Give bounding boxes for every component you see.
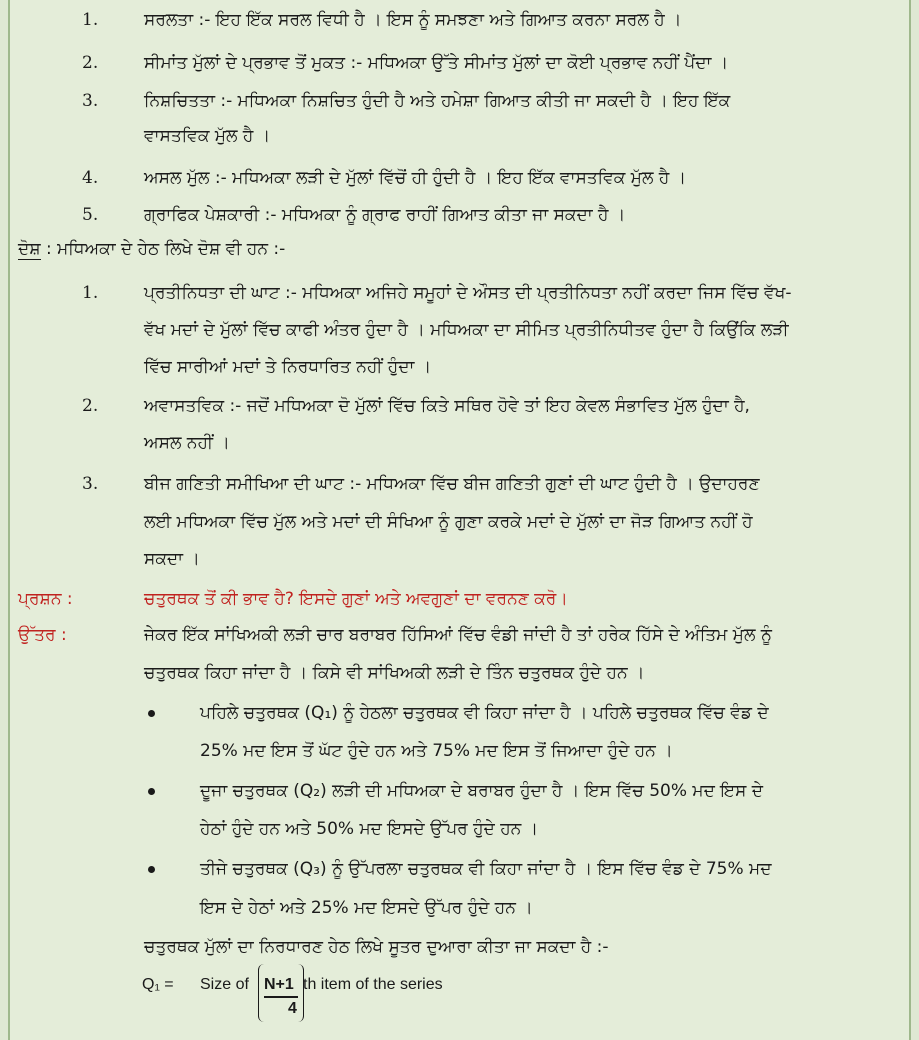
merit-number: 2. bbox=[82, 53, 99, 73]
demerit-line: ਪ੍ਰਤੀਨਿਧਤਾ ਦੀ ਘਾਟ :- ਮਧਿਅਕਾ ਅਜਿਹੇ ਸਮੂਹਾਂ ਦੇ ਔਸਤ ਦੀ ਪ੍ਰਤੀਨਿਧਤਾ ਨਹੀਂ ਕਰਦਾ ਜਿਸ ਵਿੱਚ ਵੱਖ- bbox=[144, 283, 792, 303]
demerits-heading-text: : ਮਧਿਅਕਾ ਦੇ ਹੇਠ ਲਿਖੇ ਦੋਸ਼ ਵੀ ਹਨ :- bbox=[40, 239, 286, 259]
demerit-line: ਸਕਦਾ । bbox=[144, 549, 200, 569]
bullet-line: 25% ਮਦ ਇਸ ਤੋਂ ਘੱਟ ਹੁੰਦੇ ਹਨ ਅਤੇ 75% ਮਦ ਇਸ ਤੋਂ ਜਿਆਦਾ ਹੁੰਦੇ ਹਨ । bbox=[200, 741, 673, 761]
merit-line: ਅਸਲ ਮੁੱਲ :- ਮਧਿਅਕਾ ਲੜੀ ਦੇ ਮੁੱਲਾਂ ਵਿੱਚੋਂ ਹੀ ਹੁੰਦੀ ਹੈ । ਇਹ ਇੱਕ ਵਾਸਤਵਿਕ ਮੁੱਲ ਹੈ । bbox=[144, 168, 687, 188]
demerits-heading bbox=[18, 238, 285, 260]
demerit-line: ਵਿੱਚ ਸਾਰੀਆਂ ਮਦਾਂ ਤੇ ਨਿਰਧਾਰਿਤ ਨਹੀਂ ਹੁੰਦਾ । bbox=[144, 357, 432, 377]
bullet-line: ਇਸ ਦੇ ਹੇਠਾਂ ਅਤੇ 25% ਮਦ ਇਸਦੇ ਉੱਪਰ ਹੁੰਦੇ ਹਨ । bbox=[200, 898, 533, 918]
answer-line: ਚਤੁਰਥਕ ਕਿਹਾ ਜਾਂਦਾ ਹੈ । ਕਿਸੇ ਵੀ ਸਾਂਖਿਅਕੀ ਲੜੀ ਦੇ ਤਿੰਨ ਚਤੁਰਥਕ ਹੁੰਦੇ ਹਨ । bbox=[144, 663, 645, 683]
merit-line: ਸਰਲਤਾ :- ਇਹ ਇੱਕ ਸਰਲ ਵਿਧੀ ਹੈ । ਇਸ ਨੂੰ ਸਮਝਣਾ ਅਤੇ ਗਿਆਤ ਕਰਨਾ ਸਰਲ ਹੈ । bbox=[144, 10, 682, 30]
bullet-dot bbox=[148, 788, 155, 795]
demerit-number: 2. bbox=[82, 396, 99, 416]
merit-line: ਵਾਸਤਵਿਕ ਮੁੱਲ ਹੈ । bbox=[144, 126, 271, 146]
formula-intro: ਚਤੁਰਥਕ ਮੁੱਲਾਂ ਦਾ ਨਿਰਧਾਰਣ ਹੇਠ ਲਿਖੇ ਸੂਤਰ ਦੁਆਰਾ ਕੀਤਾ ਜਾ ਸਕਦਾ ਹੈ :- bbox=[144, 937, 609, 957]
demerit-line: ਅਵਾਸਤਵਿਕ :- ਜਦੋਂ ਮਧਿਅਕਾ ਦੋ ਮੁੱਲਾਂ ਵਿੱਚ ਕਿਤੇ ਸਥਿਰ ਹੋਵੇ ਤਾਂ ਇਹ ਕੇਵਲ ਸੰਭਾਵਿਤ ਮੁੱਲ ਹੁੰਦਾ ਹੈ, bbox=[144, 396, 750, 416]
demerit-line: ਬੀਜ ਗਣਿਤੀ ਸਮੀਖਿਆ ਦੀ ਘਾਟ :- ਮਧਿਅਕਾ ਵਿੱਚ ਬੀਜ ਗਣਿਤੀ ਗੁਣਾਂ ਦੀ ਘਾਟ ਹੁੰਦੀ ਹੈ । ਉਦਾਹਰਣ bbox=[144, 474, 760, 494]
merit-number: 3. bbox=[82, 91, 99, 111]
demerit-number: 3. bbox=[82, 474, 99, 494]
answer-line: ਜੇਕਰ ਇੱਕ ਸਾਂਖਿਅਕੀ ਲੜੀ ਚਾਰ ਬਰਾਬਰ ਹਿੱਸਿਆਂ ਵਿੱਚ ਵੰਡੀ ਜਾਂਦੀ ਹੈ ਤਾਂ ਹਰੇਕ ਹਿੱਸੇ ਦੇ ਅੰਤਿਮ ਮੁੱਲ ਨੂੰ bbox=[144, 625, 772, 645]
merit-number: 1. bbox=[82, 10, 99, 30]
bullet-line: ਪਹਿਲੇ ਚਤੁਰਥਕ (Q₁) ਨੂੰ ਹੇਠਲਾ ਚਤੁਰਥਕ ਵੀ ਕਿਹਾ ਜਾਂਦਾ ਹੈ । ਪਹਿਲੇ ਚਤੁਰਥਕ ਵਿੱਚ ਵੰਡ ਦੇ bbox=[200, 703, 769, 723]
bullet-dot bbox=[148, 866, 155, 873]
formula-suffix: th item of the series bbox=[303, 976, 443, 993]
question-label: ਪ੍ਰਸ਼ਨ : bbox=[18, 589, 73, 609]
formula-lhs: Q₁ = bbox=[142, 976, 174, 993]
merit-number: 5. bbox=[82, 205, 99, 225]
formula-numerator: N+1 bbox=[264, 976, 294, 993]
formula-fraction-bar bbox=[264, 996, 298, 998]
document-page bbox=[8, 0, 911, 1040]
bullet-line: ਹੇਠਾਂ ਹੁੰਦੇ ਹਨ ਅਤੇ 50% ਮਦ ਇਸਦੇ ਉੱਪਰ ਹੁੰਦੇ ਹਨ । bbox=[200, 819, 539, 839]
formula-denominator: 4 bbox=[288, 1000, 297, 1017]
demerits-heading-label: ਦੋਸ਼ bbox=[18, 239, 41, 259]
bullet-line: ਤੀਜੇ ਚਤੁਰਥਕ (Q₃) ਨੂੰ ਉੱਪਰਲਾ ਚਤੁਰਥਕ ਵੀ ਕਿਹਾ ਜਾਂਦਾ ਹੈ । ਇਸ ਵਿੱਚ ਵੰਡ ਦੇ 75% ਮਦ bbox=[200, 859, 772, 879]
merit-line: ਸੀਮਾਂਤ ਮੁੱਲਾਂ ਦੇ ਪ੍ਰਭਾਵ ਤੋਂ ਮੁਕਤ :- ਮਧਿਅਕਾ ਉੱਤੇ ਸੀਮਾਂਤ ਮੁੱਲਾਂ ਦਾ ਕੋਈ ਪ੍ਰਭਾਵ ਨਹੀਂ ਪੈਂਦਾ । bbox=[144, 53, 729, 73]
question-text: ਚਤੁਰਥਕ ਤੋਂ ਕੀ ਭਾਵ ਹੈ? ਇਸਦੇ ਗੁਣਾਂ ਅਤੇ ਅਵਗੁਣਾਂ ਦਾ ਵਰਨਣ ਕਰੋ। bbox=[144, 589, 568, 609]
formula-prefix: Size of bbox=[200, 976, 249, 993]
demerit-line: ਅਸਲ ਨਹੀਂ । bbox=[144, 433, 230, 453]
merit-line: ਨਿਸ਼ਚਿਤਤਾ :- ਮਧਿਅਕਾ ਨਿਸ਼ਚਿਤ ਹੁੰਦੀ ਹੈ ਅਤੇ ਹਮੇਸ਼ਾ ਗਿਆਤ ਕੀਤੀ ਜਾ ਸਕਦੀ ਹੈ । ਇਹ ਇੱਕ bbox=[144, 91, 731, 111]
bullet-dot bbox=[148, 710, 155, 717]
demerit-line: ਵੱਖ ਮਦਾਂ ਦੇ ਮੁੱਲਾਂ ਵਿੱਚ ਕਾਫੀ ਅੰਤਰ ਹੁੰਦਾ ਹੈ । ਮਧਿਅਕਾ ਦਾ ਸੀਮਿਤ ਪ੍ਰਤੀਨਿਧੀਤਵ ਹੁੰਦਾ ਹੈ ਕਿਉਂਕਿ ਲੜੀ bbox=[144, 320, 789, 340]
demerit-line: ਲਈ ਮਧਿਅਕਾ ਵਿੱਚ ਮੁੱਲ ਅਤੇ ਮਦਾਂ ਦੀ ਸੰਖਿਆ ਨੂੰ ਗੁਣਾ ਕਰਕੇ ਮਦਾਂ ਦੇ ਮੁੱਲਾਂ ਦਾ ਜੋੜ ਗਿਆਤ ਨਹੀਂ ਹੋ bbox=[144, 512, 753, 532]
bullet-line: ਦੂਜਾ ਚਤੁਰਥਕ (Q₂) ਲੜੀ ਦੀ ਮਧਿਅਕਾ ਦੇ ਬਰਾਬਰ ਹੁੰਦਾ ਹੈ । ਇਸ ਵਿੱਚ 50% ਮਦ ਇਸ ਦੇ bbox=[200, 781, 764, 801]
merit-number: 4. bbox=[82, 168, 99, 188]
demerit-number: 1. bbox=[82, 283, 99, 303]
answer-label: ਉੱਤਰ : bbox=[18, 625, 67, 645]
merit-line: ਗ੍ਰਾਫਿਕ ਪੇਸ਼ਕਾਰੀ :- ਮਧਿਅਕਾ ਨੂੰ ਗ੍ਰਾਫ ਰਾਹੀਂ ਗਿਆਤ ਕੀਤਾ ਜਾ ਸਕਦਾ ਹੈ । bbox=[144, 205, 626, 225]
